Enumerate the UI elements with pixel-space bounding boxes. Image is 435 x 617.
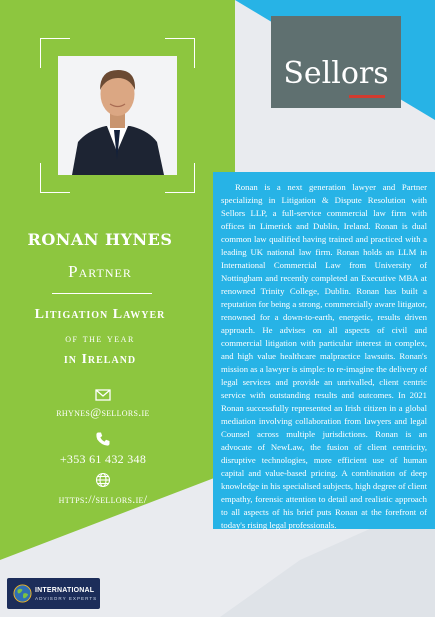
phone-icon [95, 431, 111, 447]
firm-logo-text: Sellors [283, 56, 389, 91]
award-line-2: of the year [65, 333, 135, 345]
profile-role: Partner [68, 262, 132, 281]
firm-logo-accent [349, 95, 385, 98]
badge-title: INTERNATIONAL [35, 587, 95, 594]
bio-panel [213, 172, 435, 529]
badge-subtitle: ADVISORY EXPERTS [35, 596, 98, 601]
envelope-icon [95, 387, 111, 403]
globe-icon [95, 472, 111, 488]
award-line-3: in Ireland [63, 352, 137, 367]
firm-logo [271, 16, 401, 108]
badge-globe-icon [13, 584, 32, 603]
portrait-illustration [58, 56, 177, 175]
portrait-photo [58, 56, 177, 175]
bio-text: Ronan is a next generation lawyer and Partner specializing in Litigation & Dispute Resolution with Sellors LLP, a full-service commercial law firm with offices in Limerick and Dublin, Ireland. Ronan is dual common law qualified having trained and practiced with a leading UK national law firm. Ronan holds an LLM in International Commercial Law from University of Nottingham and recently completed an Executive MBA at renowned Trinity College, Dublin. Ronan has built a reputation for being a strong, commercially aware litigator, renowned for a down-to-earth, energetic, results driven approach. He advises on all aspects of civil and commercial litigation with particular interest in complex, and high value healthcare malpractice lawsuits. Ronan's mission as a lawyer is simple: to re-imagine the delivery of legal services and provide an unrivalled, client centric service with outstanding results and outcomes. In 2021 Ronan successfully represented an Irish citizen in a global mediation involving collaboration from lawyers and legal Counsel across multiple jurisdictions. Ronan is an advocate of NewLaw, the fusion of client centricity, disruptive technologies, more efficient use of human capital and value-based pricing. A combination of deep knowledge in his specialised subjects, high degree of client empathy, forensic attention to detail and realistic approach to all aspects of his brief puts Ronan at the forefront of today's rising legal professionals. [221, 182, 427, 530]
profile-name: RONAN HYNES [27, 230, 173, 249]
phone-number[interactable]: +353 61 432 348 [59, 452, 147, 466]
email-link[interactable]: rhynes@sellors.ie [56, 405, 150, 419]
section-divider [52, 293, 152, 294]
award-line-1: Litigation Lawyer [34, 307, 166, 322]
iae-badge [7, 578, 100, 609]
website-link[interactable]: https://sellors.ie/ [58, 492, 148, 506]
